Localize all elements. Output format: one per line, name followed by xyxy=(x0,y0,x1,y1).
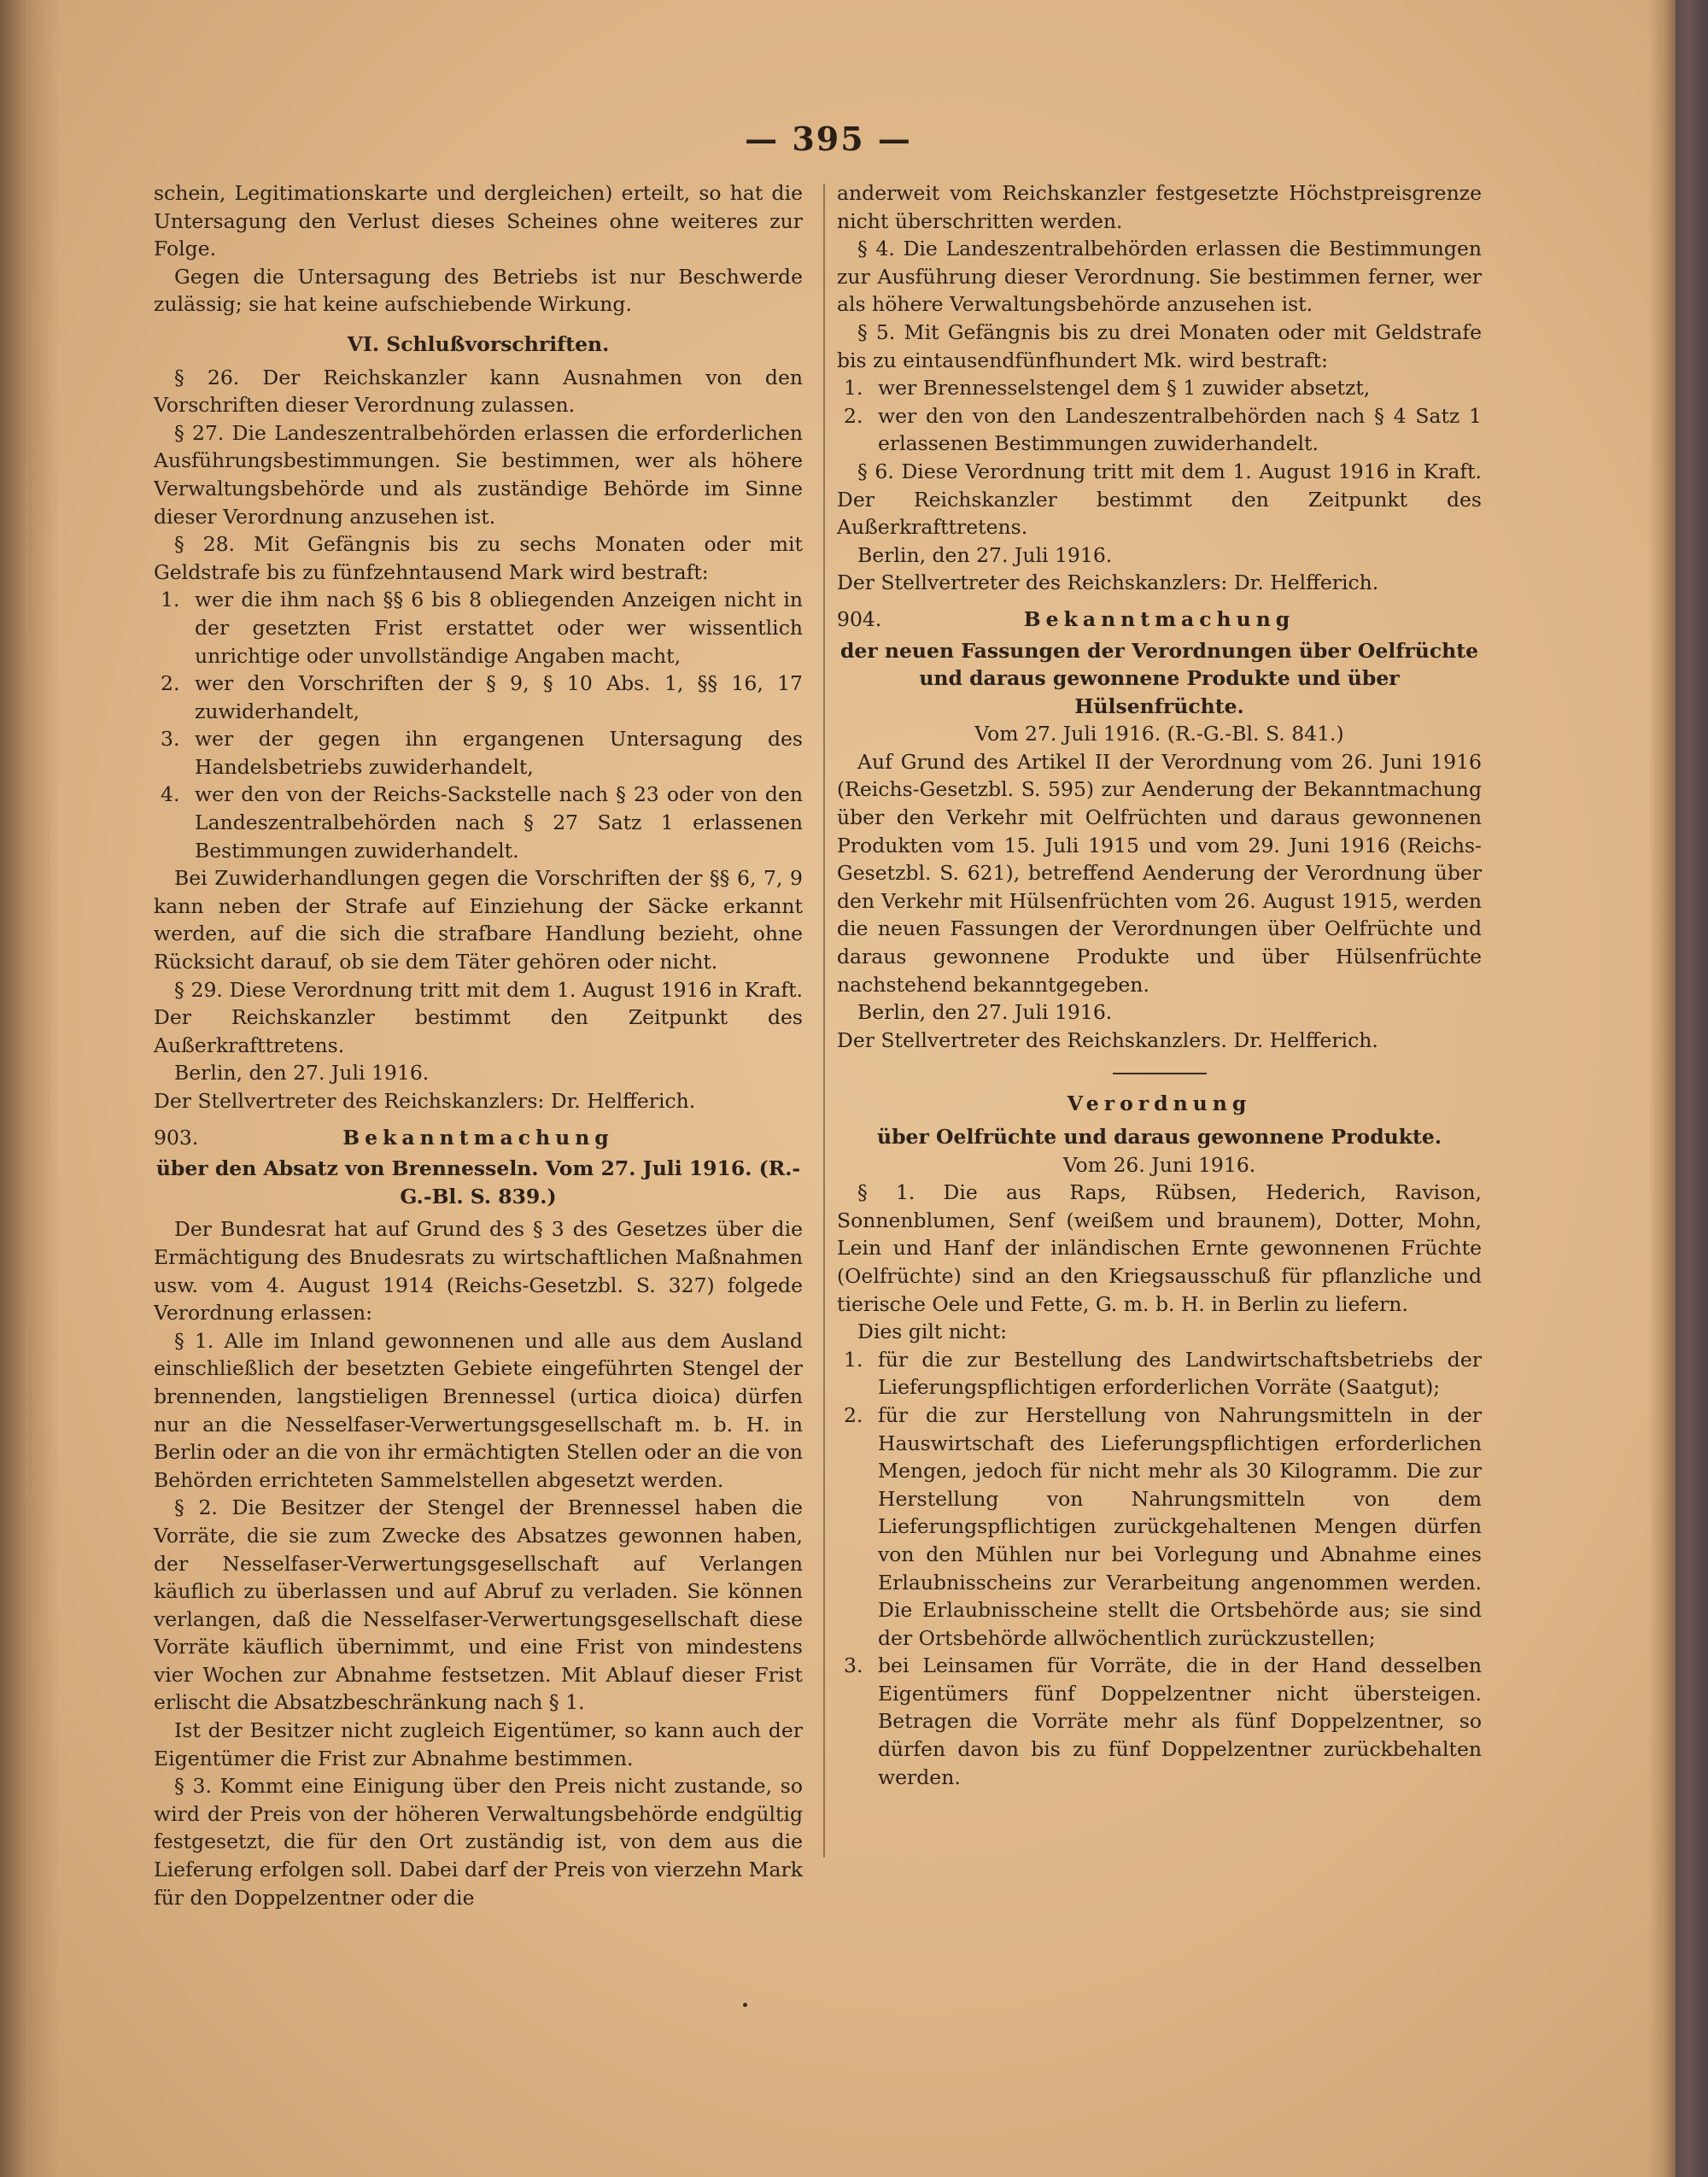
ordinance-date: Vom 26. Juni 1916. xyxy=(1062,1152,1256,1177)
paragraph: Bei Zuwiderhandlungen gegen die Vorschriften der §§ 6, 7, 9 kann neben der Strafe auf Einziehung der Säcke erkannt werden, auf die sich die strafbare Handlung bezieht, ohne Rücksicht darauf, ob sie dem Täter gehören oder nicht. xyxy=(154,866,803,974)
signature-line: Der Stellvertreter des Reichskanzlers. Dr. Helfferich. xyxy=(837,1027,1378,1052)
list-number: 1. xyxy=(844,376,863,401)
list-text: wer den von den Landeszentralbehörden nach § 4 Satz 1 erlassenen Bestimmungen zuwiderhandelt. xyxy=(878,403,1482,456)
list-text: für die zur Herstellung von Nahrungsmitteln in der Hauswirtschaft des Lieferungspflichtigen erforderlichen Mengen, jedoch für nicht mehr als 30 Kilogramm. Die zur Herstellung von Nahrungsmitteln von dem Lieferungspflichtigen zurückgehaltenen Mengen dürfen von den Mühlen nur bei Vorlegung und Abnahme eines Erlaubnisscheins zur Verarbeitung angenommen werden. Die Erlaubnisscheine stellt die Ortsbehörde aus; sie sind der Ortsbehörde allwöchentlich zurückzustellen; xyxy=(878,1402,1482,1650)
announcement-subtitle: über den Absatz von Brennesseln. Vom 27. Juli 1916. (R.-G.-Bl. S. 839.) xyxy=(155,1156,801,1208)
section-heading: VI. Schlußvorschriften. xyxy=(347,331,610,356)
left-column xyxy=(154,179,803,1911)
list-text: wer die ihm nach §§ 6 bis 8 obliegenden Anzeigen nicht in der gesetzten Frist erstattet oder wer wissentlich unrichtige oder unvollständige Angaben macht, xyxy=(195,588,803,668)
date-line: Berlin, den 27. Juli 1916. xyxy=(857,1000,1113,1025)
date-line: Berlin, den 27. Juli 1916. xyxy=(857,542,1113,567)
paragraph-s6: § 6. Diese Verordnung tritt mit dem 1. August 1916 in Kraft. Der Reichskanzler bestimmt den Zeitpunkt des Außerkrafttretens. xyxy=(837,459,1482,540)
date-line: Berlin, den 27. Juli 1916. xyxy=(174,1061,430,1086)
signature-line: Der Stellvertreter des Reichskanzlers: Dr. Helfferich. xyxy=(154,1089,696,1113)
list-number: 3. xyxy=(844,1653,863,1678)
list-text: bei Leinsamen für Vorräte, die in der Hand desselben Eigentümers fünf Doppelzentner nicht übersteigen. Betragen die Vorräte mehr als fünf Doppelzentner, so dürfen davon bis zu fünf Doppelzentner zurückbehalten werden. xyxy=(878,1653,1482,1789)
section-rule xyxy=(1113,1073,1207,1074)
paragraph: Ist der Besitzer nicht zugleich Eigentümer, so kann auch der Eigentümer die Frist zur Abnahme bestimmen. xyxy=(154,1718,803,1770)
list-text: wer den von der Reichs-Sackstelle nach § 23 oder von den Landeszentralbehörden nach § 27 Satz 1 erlassenen Bestimmungen zuwiderhandelt. xyxy=(195,782,803,863)
list-number: 2. xyxy=(844,403,863,428)
paragraph: Auf Grund des Artikel II der Verordnung vom 26. Juni 1916 (Reichs-Gesetzbl. S. 595) zur Aenderung der Bekanntmachung über den Verkehr mit Oelfrüchten und daraus gewonnenen Produkten vom 15. Juli 1915 und vom 29. Juni 1916 (Reichs-Gesetzbl. S. 621), betreffend Aenderung der Verordnung über den Verkehr mit Hülsenfrüchten vom 26. August 1915, werden die neuen Fassungen der Verordnungen über Oelfrüchte und daraus gewonnene Produkte und über Hülsenfrüchte nachstehend bekanntgegeben. xyxy=(837,749,1482,997)
announcement-number: 904. xyxy=(837,606,882,631)
announcement-header xyxy=(154,1124,803,1152)
list-number: 1. xyxy=(161,588,180,612)
announcement-number: 903. xyxy=(154,1125,199,1150)
list-text: wer der gegen ihn ergangenen Untersagung des Handelsbetriebs zuwiderhandelt, xyxy=(195,727,803,779)
signature-line: Der Stellvertreter des Reichskanzlers: Dr. Helfferich. xyxy=(837,571,1379,595)
list-item xyxy=(837,1346,1482,1402)
paragraph: Dies gilt nicht: xyxy=(857,1320,1008,1344)
paragraph-s2: § 2. Die Besitzer der Stengel der Brennessel haben die Vorräte, die sie zum Zwecke des Absatzes gewonnen haben, der Nesselfaser-Verwertungsgesellschaft auf Verlangen käuflich zu überlassen und auf Abruf zu verladen. Sie können verlangen, daß die Nesselfaser-Verwertungsgesellschaft diese Vorräte käuflich übernimmt, und eine Frist von mindestens vier Wochen zur Abnahme festsetzen. Mit Ablauf dieser Frist erlischt die Absatzbeschränkung nach § 1. xyxy=(154,1495,803,1715)
list-item xyxy=(154,725,803,781)
list-item xyxy=(837,402,1482,458)
paragraph-s27: § 27. Die Landeszentralbehörden erlassen die erforderlichen Ausführungsbestimmungen. Sie bestimmen, wer als höhere Verwaltungsbehörde und als zuständige Behörde im Sinne dieser Verordnung anzusehen ist. xyxy=(154,420,803,529)
list-item xyxy=(154,670,803,725)
announcement-subtitle: der neuen Fassungen der Verordnungen über Oelfrüchte und daraus gewonnene Produkte und über Hülsenfrüchte. xyxy=(839,638,1479,718)
list-text: wer den Vorschriften der § 9, § 10 Abs. 1, §§ 16, 17 zuwiderhandelt, xyxy=(195,671,803,723)
paragraph: anderweit vom Reichskanzler festgesetzte Höchstpreisgrenze nicht überschritten werden. xyxy=(837,181,1482,233)
announcement-date: Vom 27. Juli 1916. (R.-G.-Bl. S. 841.) xyxy=(974,722,1344,746)
list-text: für die zur Bestellung des Landwirtschaftsbetriebs der Lieferungspflichtigen erforderlichen Vorräte (Saatgut); xyxy=(878,1347,1482,1400)
list-item xyxy=(837,374,1482,402)
paragraph: Gegen die Untersagung des Betriebs ist nur Beschwerde zulässig; sie hat keine aufschiebende Wirkung. xyxy=(154,264,803,317)
list-item xyxy=(154,781,803,864)
book-spine-background xyxy=(1674,0,1708,2177)
announcement-title: Bekanntmachung xyxy=(1023,606,1296,631)
list-number: 4. xyxy=(161,782,180,807)
page-gutter-shadow xyxy=(0,0,60,2177)
paragraph-s4: § 4. Die Landeszentralbehörden erlassen die Bestimmungen zur Ausführung dieser Verordnung. Sie bestimmen ferner, wer als höhere Verwaltungsbehörde anzusehen ist. xyxy=(837,237,1482,317)
paragraph-s5: § 5. Mit Gefängnis bis zu drei Monaten oder mit Geldstrafe bis zu eintausendfünfhundert Mk. wird bestraft: xyxy=(837,319,1482,372)
list-number: 2. xyxy=(161,671,180,696)
announcement-title: Bekanntmachung xyxy=(342,1125,614,1150)
paragraph-s1: § 1. Alle im Inland gewonnenen und alle aus dem Ausland einschließlich der besetzten Gebiete eingeführten Stengel der brennenden, langstieligen Brennessel (urtica dioica) dürfen nur an die Nesselfaser-Verwertungsgesellschaft m. b. H. in Berlin oder an die von ihr ermächtigten Stellen oder an die von Behörden errichteten Sammelstellen abgesetzt werden. xyxy=(154,1328,803,1492)
list-item xyxy=(837,1652,1482,1791)
column-divider xyxy=(823,184,825,1858)
paragraph-s1: § 1. Die aus Raps, Rübsen, Hederich, Ravison, Sonnenblumen, Senf (weißem und braunem), Dotter, Mohn, Lein und Hanf der inländischen Ernte gewonnenen Früchte (Oelfrüchte) sind an den Kriegsausschuß für pflanzliche und tierische Oele und Fette, G. m. b. H. in Berlin zu liefern. xyxy=(837,1180,1482,1316)
announcement-header xyxy=(837,606,1482,634)
ordinance-title: Verordnung xyxy=(1067,1091,1252,1116)
page-edge xyxy=(1648,0,1676,2177)
list-number: 2. xyxy=(844,1402,863,1427)
list-number: 1. xyxy=(844,1347,863,1372)
right-column xyxy=(837,179,1482,1791)
paragraph: schein, Legitimationskarte und dergleichen) erteilt, so hat die Untersagung den Verlust dieses Scheines ohne weiteres zur Folge. xyxy=(154,181,803,261)
paragraph-s29: § 29. Diese Verordnung tritt mit dem 1. August 1916 in Kraft. Der Reichskanzler bestimmt den Zeitpunkt des Außerkrafttretens. xyxy=(154,977,803,1057)
list-text: wer Brennesselstengel dem § 1 zuwider absetzt, xyxy=(878,376,1371,401)
paragraph: Der Bundesrat hat auf Grund des § 3 des Gesetzes über die Ermächtigung des Bnudesrats zu wirtschaftlichen Maßnahmen usw. vom 4. August 1914 (Reichs-Gesetzbl. S. 327) folgede Verordnung erlassen: xyxy=(154,1217,803,1326)
ordinance-subtitle: über Oelfrüchte und daraus gewonnene Produkte. xyxy=(876,1125,1442,1149)
page-number: — 395 — xyxy=(745,120,912,158)
ink-speck xyxy=(743,2003,747,2007)
paragraph-s26: § 26. Der Reichskanzler kann Ausnahmen von den Vorschriften dieser Verordnung zulassen. xyxy=(154,365,803,418)
list-item xyxy=(837,1402,1482,1652)
paragraph-s28: § 28. Mit Gefängnis bis zu sechs Monaten oder mit Geldstrafe bis zu fünfzehntausend Mark wird bestraft: xyxy=(154,532,803,584)
paragraph-s3: § 3. Kommt eine Einigung über den Preis nicht zustande, so wird der Preis von der höheren Verwaltungsbehörde endgültig festgesetzt, die für den Ort zuständig ist, von dem aus die Lieferung erfolgen soll. Dabei darf der Preis von vierzehn Mark für den Doppelzentner oder die xyxy=(154,1774,803,1910)
list-number: 3. xyxy=(161,727,180,752)
list-item xyxy=(154,586,803,670)
